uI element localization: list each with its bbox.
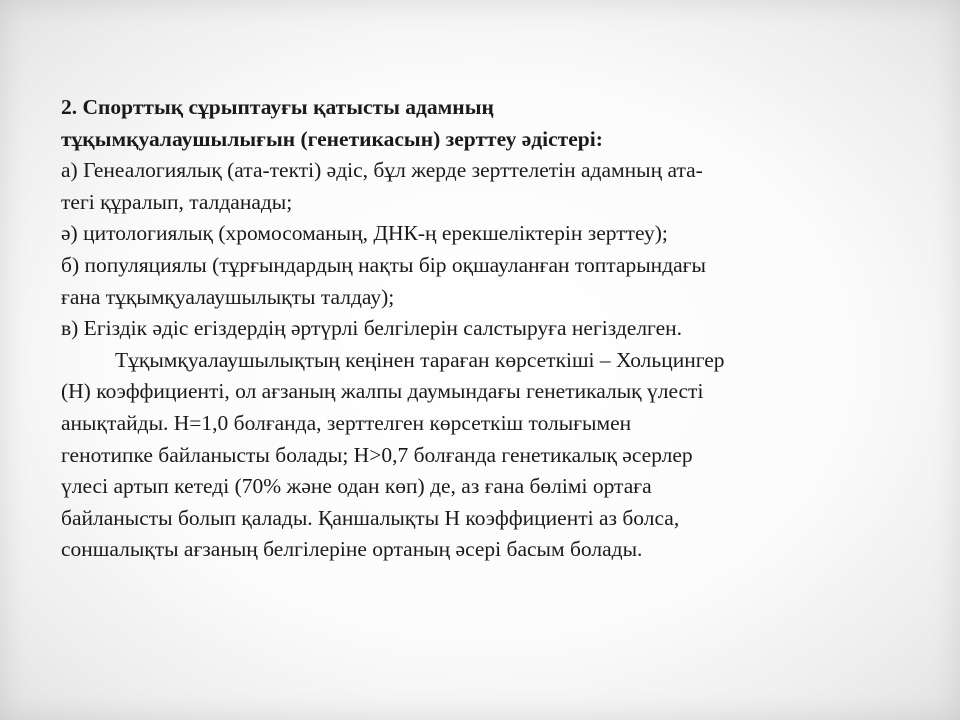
- paragraph-line-7: соншалықты ағзаның белгілеріне ортаның әсері басым болады.: [61, 537, 643, 562]
- method-v-line: в) Егіздік әдіс егіздердің әртүрлі белгілерін салстыруға негізделген.: [61, 316, 683, 341]
- method-b-line-2: ғана тұқымқуалаушылықты талдау);: [61, 284, 395, 309]
- paragraph-line-3: анықтайды. Н=1,0 болғанда, зерттелген көрсеткіш толығымен: [61, 410, 632, 435]
- method-a-line-2: тегі құралып, талданады;: [61, 189, 293, 214]
- heading-line-2: тұқымқуалаушылығын (генетикасын) зерттеу әдістері:: [61, 126, 603, 151]
- method-ae-line: ә) цитологиялық (хромосоманың, ДНК-ң ерекшеліктерін зерттеу);: [61, 221, 668, 246]
- paragraph-line-5: үлесі артып кетеді (70% және одан көп) де, аз ғана бөлімі ортаға: [61, 474, 652, 499]
- paragraph-line-4: генотипке байланысты болады; Н>0,7 болғанда генетикалық әсерлер: [61, 442, 693, 467]
- paragraph-line-6: байланысты болып қалады. Қаншалықты Н коэффициенті аз болса,: [61, 505, 680, 530]
- method-a-line-1: а) Генеалогиялық (ата-текті) әдіс, бұл жерде зерттелетін адамның ата-: [61, 158, 703, 183]
- paragraph-line-1: Тұқымқуалаушылықтың кеңінен тараған көрсеткіші – Хольцингер: [115, 347, 725, 372]
- method-b-line-1: б) популяциялы (тұрғындардың нақты бір оқшауланған топтарындағы: [61, 252, 706, 277]
- paragraph-line-2: (Н) коэффициенті, ол ағзаның жалпы даумындағы генетикалық үлесті: [61, 379, 704, 404]
- slide-text-block: [61, 92, 891, 566]
- heading-line-1: 2. Спорттық сұрыптауғы қатысты адамның: [61, 95, 494, 119]
